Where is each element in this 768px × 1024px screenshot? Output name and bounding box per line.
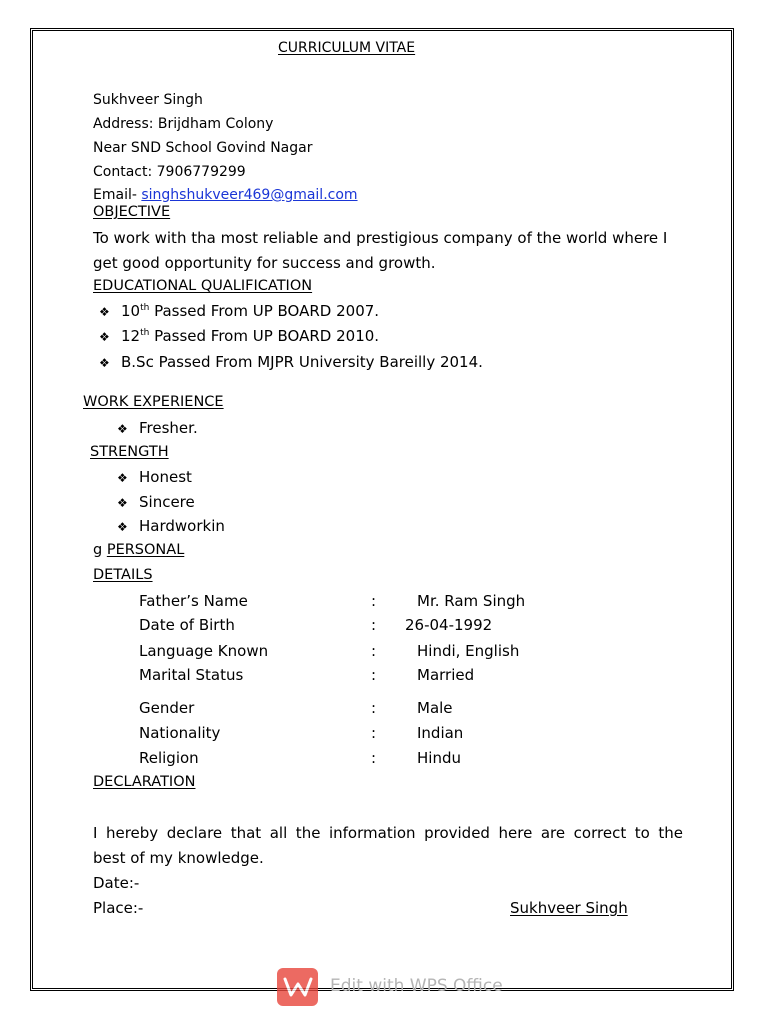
objective-line-1: To work with tha most reliable and prestigious company of the world where I <box>93 229 668 247</box>
diamond-bullet-icon: ❖ <box>117 520 128 534</box>
personal-heading <box>93 542 184 558</box>
details-heading: DETAILS <box>93 567 153 583</box>
diamond-bullet-icon: ❖ <box>117 496 128 510</box>
diamond-bullet-icon: ❖ <box>99 330 110 344</box>
detail-label: Nationality <box>139 724 221 742</box>
detail-value: Male <box>417 699 453 717</box>
detail-separator: : <box>371 592 377 610</box>
detail-separator: : <box>371 616 377 634</box>
declaration-heading: DECLARATION <box>93 774 196 790</box>
strength-item: ❖ Hardworkin <box>117 517 225 535</box>
work-item: ❖ Fresher. <box>117 419 198 437</box>
detail-label: Religion <box>139 749 199 767</box>
wps-logo-icon[interactable] <box>277 968 318 1006</box>
detail-label: Marital Status <box>139 666 244 684</box>
email-line <box>93 187 358 203</box>
detail-separator: : <box>371 666 377 684</box>
diamond-bullet-icon: ❖ <box>117 471 128 485</box>
detail-value: Married <box>417 666 475 684</box>
document-title: CURRICULUM VITAE <box>278 40 416 56</box>
detail-separator: : <box>371 642 377 660</box>
declaration-line-1: I hereby declare that all the information provided here are correct to the <box>93 824 683 842</box>
strength-item: ❖ Honest <box>117 468 192 486</box>
date-label: Date:- <box>93 874 140 892</box>
detail-separator: : <box>371 724 377 742</box>
email-link[interactable]: singhshukveer469@gmail.com <box>141 187 358 203</box>
education-item: ❖ 10th Passed From UP BOARD 2007. <box>99 302 380 320</box>
detail-label: Gender <box>139 699 195 717</box>
signature-name: Sukhveer Singh <box>510 899 628 917</box>
work-experience-heading: WORK EXPERIENCE <box>83 394 224 410</box>
detail-value: Hindi, English <box>417 642 520 660</box>
detail-separator: : <box>371 749 377 767</box>
objective-line-2: get good opportunity for success and growth. <box>93 254 436 272</box>
stray-character: g <box>93 542 103 558</box>
detail-value: 26-04-1992 <box>405 616 493 634</box>
personal-heading-text: PERSONAL <box>106 542 185 558</box>
diamond-bullet-icon: ❖ <box>117 422 128 436</box>
detail-separator: : <box>371 699 377 717</box>
detail-value: Indian <box>417 724 464 742</box>
education-item: ❖ B.Sc Passed From MJPR University Bareilly 2014. <box>99 353 483 371</box>
strength-item: ❖ Sincere <box>117 493 195 511</box>
education-heading: EDUCATIONAL QUALIFICATION <box>93 278 313 294</box>
address-line-1: Address: Brijdham Colony <box>93 116 274 132</box>
diamond-bullet-icon: ❖ <box>99 356 110 370</box>
address-line-2: Near SND School Govind Nagar <box>93 140 313 156</box>
detail-value: Hindu <box>417 749 461 767</box>
detail-label: Date of Birth <box>139 616 235 634</box>
diamond-bullet-icon: ❖ <box>99 305 110 319</box>
applicant-name: Sukhveer Singh <box>93 92 203 108</box>
strength-heading: STRENGTH <box>90 444 169 460</box>
detail-value: Mr. Ram Singh <box>417 592 526 610</box>
place-label: Place:- <box>93 899 144 917</box>
education-item: ❖ 12th Passed From UP BOARD 2010. <box>99 327 380 345</box>
detail-label: Language Known <box>139 642 269 660</box>
edit-with-wps-link[interactable]: Edit with WPS Office <box>330 976 503 996</box>
detail-label: Father’s Name <box>139 592 248 610</box>
declaration-line-2: best of my knowledge. <box>93 849 264 867</box>
contact-number: Contact: 7906779299 <box>93 164 246 180</box>
objective-heading: OBJECTIVE <box>93 204 171 220</box>
email-label: Email- <box>93 187 137 203</box>
